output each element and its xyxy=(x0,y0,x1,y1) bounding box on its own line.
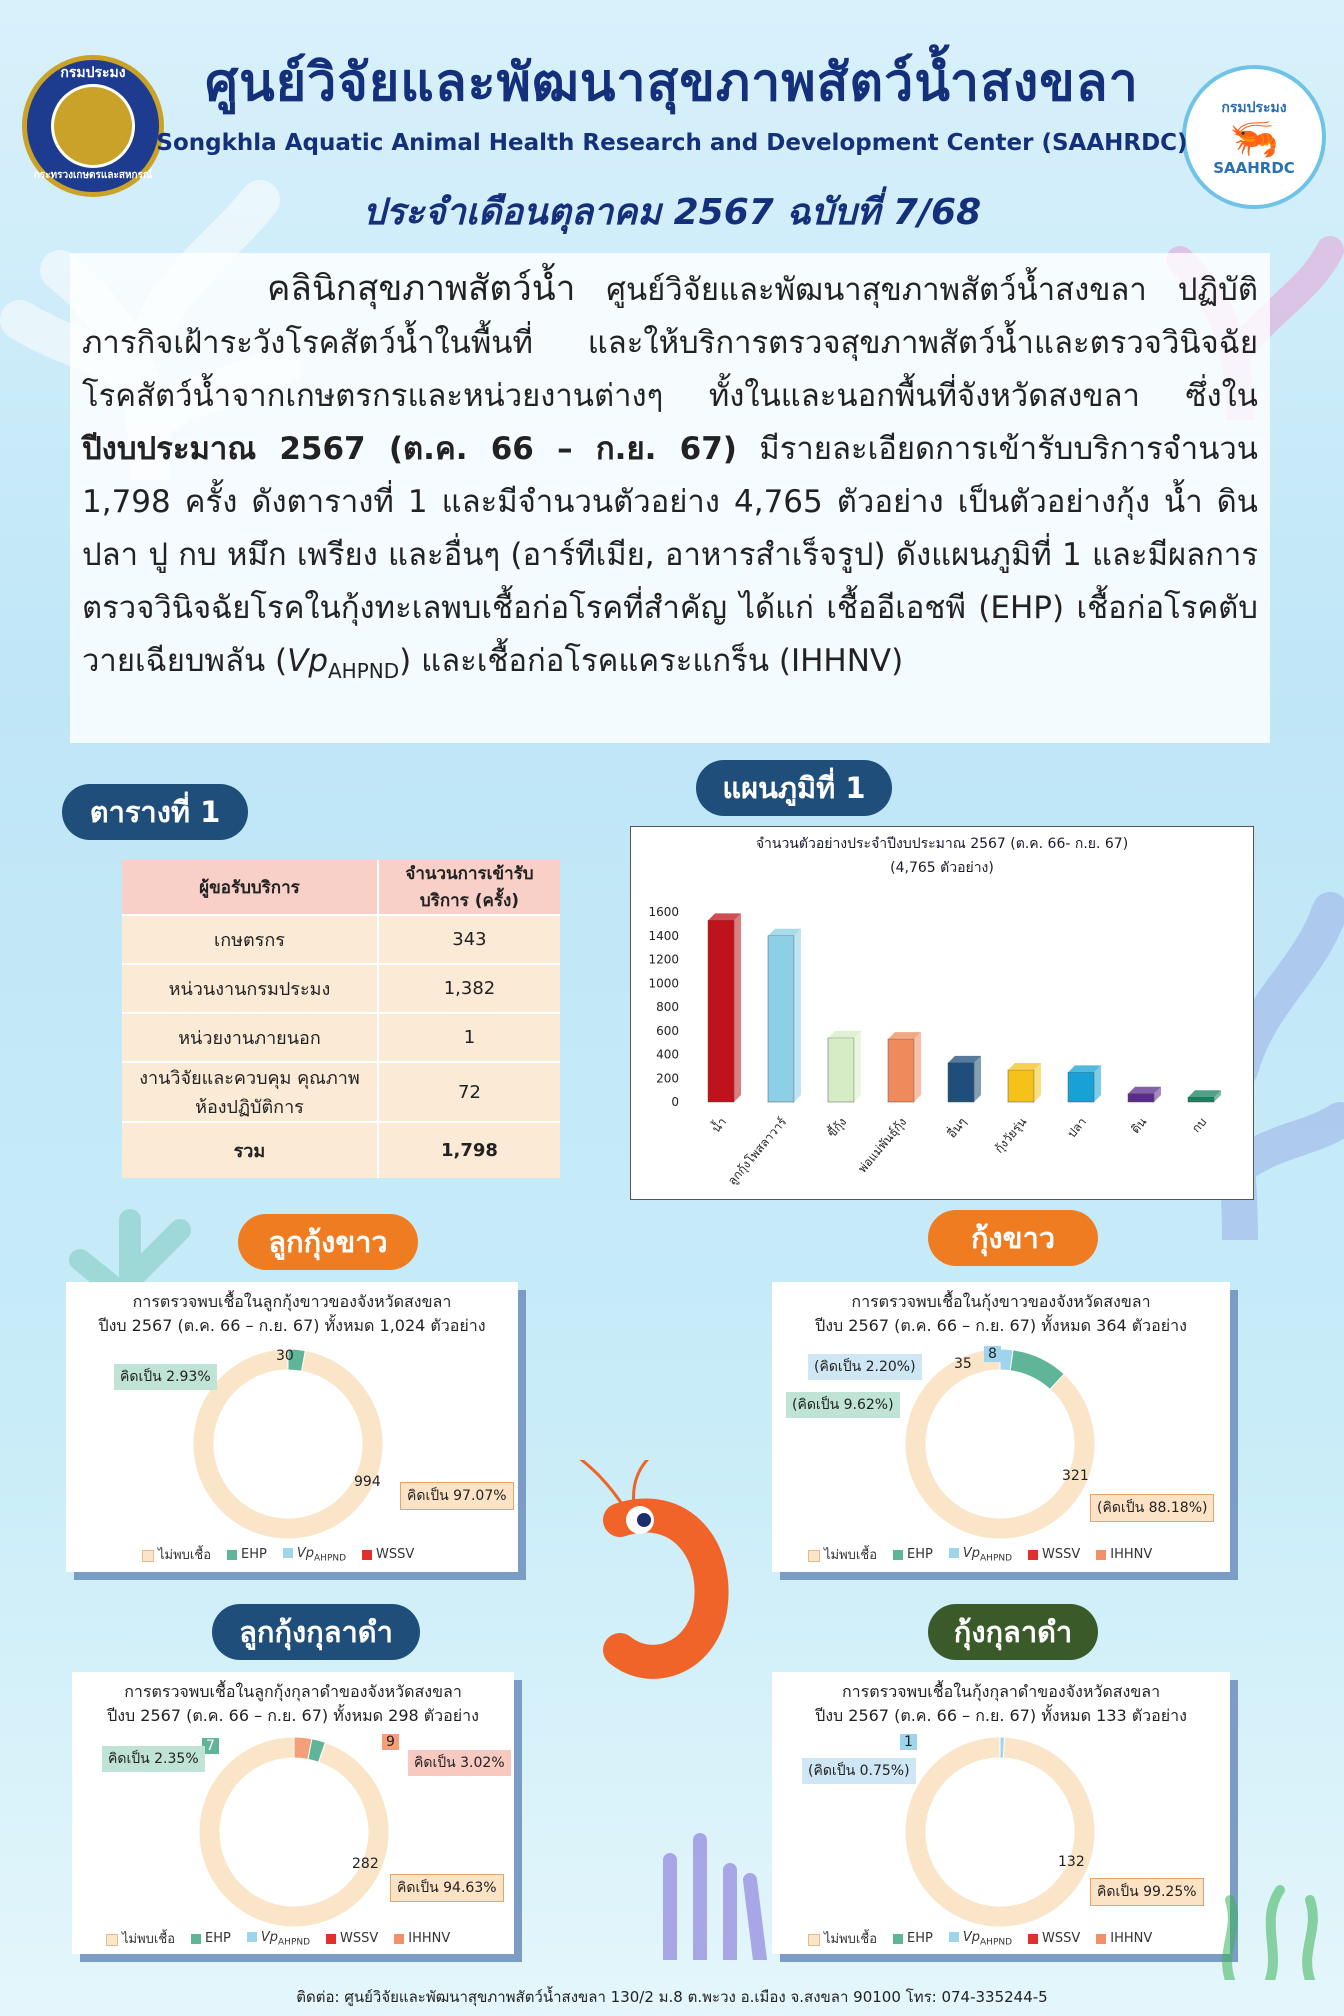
shrimp-icon: 🦐 xyxy=(1229,116,1279,162)
table-row xyxy=(122,1062,560,1122)
donut-slice xyxy=(905,1737,1095,1927)
logo-right-abbr: SAAHRDC xyxy=(1213,159,1295,177)
donut-subtitle-3: ปีงบ 2567 (ต.ค. 66 – ก.ย. 67) ทั้งหมด 298 ตัวอย่าง xyxy=(107,1706,479,1725)
pill-white-shrimp: กุ้งขาว xyxy=(928,1210,1098,1266)
legend-item: WSSV xyxy=(1028,1931,1080,1946)
bar xyxy=(708,920,734,1102)
donut-2-negative-percent: (คิดเป็น 88.18%) xyxy=(1090,1494,1214,1522)
legend-item: WSSV xyxy=(326,1931,378,1946)
bar-chart-panel xyxy=(630,826,1254,1200)
bar-side xyxy=(794,929,801,1102)
legend-item: ไม่พบเชื้อ xyxy=(808,1928,877,1949)
intro-lead: คลินิกสุขภาพสัตว์น้ำ xyxy=(267,269,576,309)
donut-chart-4 xyxy=(900,1732,1100,1932)
donut-1-negative-value: 994 xyxy=(354,1474,381,1490)
donut-chart-3 xyxy=(194,1732,394,1932)
pill-tiger-shrimp: กุ้งกุลาดำ xyxy=(928,1604,1098,1660)
page-title-thai: ศูนย์วิจัยและพัฒนาสุขภาพสัตว์น้ำสงขลา xyxy=(205,53,1139,113)
x-tick-label: อื่นๆ xyxy=(944,1114,970,1141)
table-total-row xyxy=(122,1122,560,1178)
table-cell-requester: หน่วนงานกรมประมง xyxy=(122,964,378,1013)
table-cell-requester: เกษตรกร xyxy=(122,915,378,964)
x-tick-label: ปลา xyxy=(1064,1114,1090,1141)
donut-4-negative-value: 132 xyxy=(1058,1854,1085,1870)
table-cell-count: 72 xyxy=(378,1062,560,1122)
legend-item: IHHNV xyxy=(394,1931,450,1946)
legend-item: $Vp_{AHPND}$ xyxy=(949,1546,1012,1564)
donut-slice xyxy=(193,1349,383,1539)
donut-title-3: การตรวจพบเชื้อในลูกกุ้งกุลาดำของจังหวัดสงขลา xyxy=(124,1682,462,1701)
logo-right-text: กรมประมง xyxy=(1221,100,1287,116)
x-tick-label: น้ำ xyxy=(708,1114,730,1136)
donut-subtitle-4: ปีงบ 2567 (ต.ค. 66 – ก.ย. 67) ทั้งหมด 133 ตัวอย่าง xyxy=(815,1706,1187,1725)
intro-text-3: ) และเชื้อก่อโรคแคระแกร็น (IHHNV) xyxy=(399,643,904,679)
y-tick-label: 1600 xyxy=(648,905,679,919)
legend-item: WSSV xyxy=(1028,1547,1080,1562)
legend-item: EHP xyxy=(893,1547,933,1562)
legend-item: EHP xyxy=(227,1547,267,1562)
legend-item: $Vp_{AHPND}$ xyxy=(283,1546,346,1564)
legend-item: EHP xyxy=(191,1931,231,1946)
y-tick-label: 600 xyxy=(656,1023,679,1038)
y-tick-label: 0 xyxy=(671,1095,679,1109)
donut-1-legend xyxy=(142,1544,414,1565)
donut-4-vp-percent: (คิดเป็น 0.75%) xyxy=(802,1758,916,1784)
x-tick-label: พ่อแม่พันธุ์กุ้ง xyxy=(855,1114,910,1176)
donut-3-ihhnv-value: 9 xyxy=(382,1734,399,1750)
intro-text-1: ศูนย์วิจัยและพัฒนาสุขภาพสัตว์น้ำสงขลา ปฏิบัติภารกิจเฝ้าระวังโรคสัตว์น้ำในพื้นที่ และให้บริการตรวจสุขภาพสัตว์น้ำและตรวจวินิจฉัยโรคสัตว์น้ำจากเกษตรกรและหน่วยงานต่างๆ ทั้งในและนอกพื้นที่จังหวัดสงขลา ซึ่งใน xyxy=(82,272,1258,414)
legend-item: ไม่พบเชื้อ xyxy=(808,1544,877,1565)
donut-chart-1 xyxy=(188,1344,388,1544)
bar xyxy=(888,1039,914,1102)
table-total-label: รวม xyxy=(122,1122,378,1178)
shrimp-mascot-icon xyxy=(560,1460,740,1690)
x-tick-label: กุ้งวัยรุ่น xyxy=(991,1114,1030,1156)
donut-title-1: การตรวจพบเชื้อในลูกกุ้งขาวของจังหวัดสงขลา xyxy=(132,1292,452,1311)
donut-panel-white-shrimp-larvae xyxy=(66,1282,518,1572)
y-tick-label: 1400 xyxy=(648,928,679,943)
logo-left-text: กรมประมง xyxy=(60,65,126,81)
intro-text-2: มีรายละเอียดการเข้ารับบริการจำนวน 1,798 ครั้ง ดังตารางที่ 1 และมีจำนวนตัวอย่าง 4,765 ตัวอย่าง เป็นตัวอย่างกุ้ง น้ำ ดิน ปลา ปู กบ หมึก เพรียง และอื่นๆ (อาร์ทีเมีย, อาหารสำเร็จรูป) ดังแผนภูมิที่ 1 และมีผลการตรวจวินิจฉัยโรคในกุ้งทะเลพบเชื้อก่อโรคที่สำคัญ ได้แก่ เชื้ออีเอชพี (EHP) เชื้อก่อโรคตับวายเฉียบพลัน ( xyxy=(82,431,1258,679)
pill-tiger-shrimp-larvae: ลูกกุ้งกุลาดำ xyxy=(212,1604,420,1660)
donut-slice xyxy=(905,1349,1095,1539)
coral-decoration-bottom xyxy=(640,1820,780,1960)
donut-panel-tiger-shrimp-larvae xyxy=(72,1672,514,1954)
table-row xyxy=(122,1013,560,1062)
donut-1-ehp-value: 30 xyxy=(276,1348,294,1364)
service-table xyxy=(122,860,560,1178)
bar xyxy=(768,936,794,1102)
donut-3-ihhnv-percent: คิดเป็น 3.02% xyxy=(408,1750,511,1776)
table-row xyxy=(122,964,560,1013)
donut-3-negative-value: 282 xyxy=(352,1856,379,1872)
donut-2-ehp-percent: (คิดเป็น 9.62%) xyxy=(786,1392,900,1418)
donut-slice xyxy=(199,1737,389,1927)
x-tick-label: กบ xyxy=(1189,1114,1210,1136)
pill-white-shrimp-larvae: ลูกกุ้งขาว xyxy=(238,1214,418,1270)
bar xyxy=(1068,1072,1094,1102)
bar xyxy=(1008,1070,1034,1102)
intro-fiscal-year: ปีงบประมาณ 2567 (ต.ค. 66 – ก.ย. 67) xyxy=(82,431,737,467)
table-cell-count: 1,382 xyxy=(378,964,560,1013)
y-tick-label: 1000 xyxy=(648,976,679,991)
bar xyxy=(948,1063,974,1102)
table-cell-count: 343 xyxy=(378,915,560,964)
donut-1-ehp-percent: คิดเป็น 2.93% xyxy=(114,1364,217,1390)
donut-title-4: การตรวจพบเชื้อในกุ้งกุลาดำของจังหวัดสงขลา xyxy=(841,1682,1161,1701)
table-cell-requester: หน่วยงานภายนอก xyxy=(122,1013,378,1062)
bar xyxy=(1188,1097,1214,1102)
bar-side xyxy=(974,1056,981,1102)
y-tick-label: 1200 xyxy=(648,952,679,967)
bar-side xyxy=(734,913,741,1102)
legend-item: WSSV xyxy=(362,1547,414,1562)
donut-subtitle-1: ปีงบ 2567 (ต.ค. 66 – ก.ย. 67) ทั้งหมด 1,024 ตัวอย่าง xyxy=(98,1316,486,1335)
donut-panel-tiger-shrimp xyxy=(772,1672,1230,1954)
footer-contact: ติดต่อ: ศูนย์วิจัยและพัฒนาสุขภาพสัตว์น้ำสงขลา 130/2 ม.8 ต.พะวง อ.เมือง จ.สงขลา 90100 โทร: 074-335244-5 xyxy=(296,1988,1048,2006)
logo-left-subtext: กระทรวงเกษตรและสหกรณ์ xyxy=(33,170,153,181)
legend-item: ไม่พบเชื้อ xyxy=(106,1928,175,1949)
y-tick-label: 400 xyxy=(656,1047,679,1062)
donut-2-legend xyxy=(808,1544,1152,1565)
donut-subtitle-2: ปีงบ 2567 (ต.ค. 66 – ก.ย. 67) ทั้งหมด 364 ตัวอย่าง xyxy=(815,1316,1187,1335)
donut-2-ehp-value: 35 xyxy=(954,1356,972,1372)
bar xyxy=(1128,1094,1154,1102)
issue-label: ประจำเดือนตุลาคม 2567 ฉบับที่ 7/68 xyxy=(362,192,982,233)
seaweed-decoration xyxy=(1210,1880,1340,1980)
donut-chart-2 xyxy=(900,1344,1100,1544)
x-tick-label: ขี้กุ้ง xyxy=(824,1114,850,1141)
bar-chart xyxy=(631,827,1253,1199)
donut-title-2: การตรวจพบเชื้อในกุ้งขาวของจังหวัดสงขลา xyxy=(851,1292,1151,1311)
bar-side xyxy=(914,1032,921,1102)
x-tick-label: ลูกกุ้งโพสลาวาร์ xyxy=(724,1114,790,1188)
table-cell-count: 1 xyxy=(378,1013,560,1062)
legend-item: IHHNV xyxy=(1096,1931,1152,1946)
legend-item: ไม่พบเชื้อ xyxy=(142,1544,211,1565)
bar-side xyxy=(854,1031,861,1102)
legend-item: IHHNV xyxy=(1096,1547,1152,1562)
table-total-value: 1,798 xyxy=(378,1122,560,1178)
legend-item: $Vp_{AHPND}$ xyxy=(247,1930,310,1948)
y-tick-label: 800 xyxy=(656,1000,679,1014)
table-row xyxy=(122,915,560,964)
donut-3-legend xyxy=(106,1928,450,1949)
table-header-requester: ผู้ขอรับบริการ xyxy=(122,860,378,915)
intro-vp: Vp xyxy=(287,643,328,679)
chart-1-pill: แผนภูมิที่ 1 xyxy=(696,760,892,816)
donut-3-negative-percent: คิดเป็น 94.63% xyxy=(390,1874,504,1902)
intro-vp-sub: AHPND xyxy=(328,659,400,684)
y-tick-label: 200 xyxy=(656,1071,679,1086)
bar-chart-subtitle: (4,765 ตัวอย่าง) xyxy=(890,860,994,876)
legend-item: $Vp_{AHPND}$ xyxy=(949,1930,1012,1948)
donut-panel-white-shrimp xyxy=(772,1282,1230,1572)
donut-2-vp-value: 8 xyxy=(984,1346,1001,1362)
donut-2-vp-percent: (คิดเป็น 2.20%) xyxy=(808,1354,922,1380)
donut-3-ehp-value: 7 xyxy=(202,1738,219,1754)
table-cell-requester: งานวิจัยและควบคุม คุณภาพห้องปฏิบัติการ xyxy=(122,1062,378,1122)
donut-4-vp-value: 1 xyxy=(900,1734,917,1750)
donut-4-legend xyxy=(808,1928,1152,1949)
page-title-english: Songkhla Aquatic Animal Health Research and Development Center (SAAHRDC) xyxy=(156,130,1188,156)
intro-paragraph xyxy=(70,253,1270,743)
donut-3-ehp-percent: คิดเป็น 2.35% xyxy=(102,1746,205,1772)
donut-4-negative-percent: คิดเป็น 99.25% xyxy=(1090,1878,1204,1906)
table-header-row xyxy=(122,860,560,915)
x-tick-label: ดิน xyxy=(1128,1114,1150,1137)
donut-2-negative-value: 321 xyxy=(1062,1468,1089,1484)
table-1-pill: ตารางที่ 1 xyxy=(62,784,248,840)
bar-chart-title: จำนวนตัวอย่างประจำปีงบประมาณ 2567 (ต.ค. 66- ก.ย. 67) xyxy=(755,836,1129,852)
table-header-count: จำนวนการเข้ารับบริการ (ครั้ง) xyxy=(378,860,560,915)
bar xyxy=(828,1038,854,1102)
legend-item: EHP xyxy=(893,1931,933,1946)
donut-1-negative-percent: คิดเป็น 97.07% xyxy=(400,1482,514,1510)
